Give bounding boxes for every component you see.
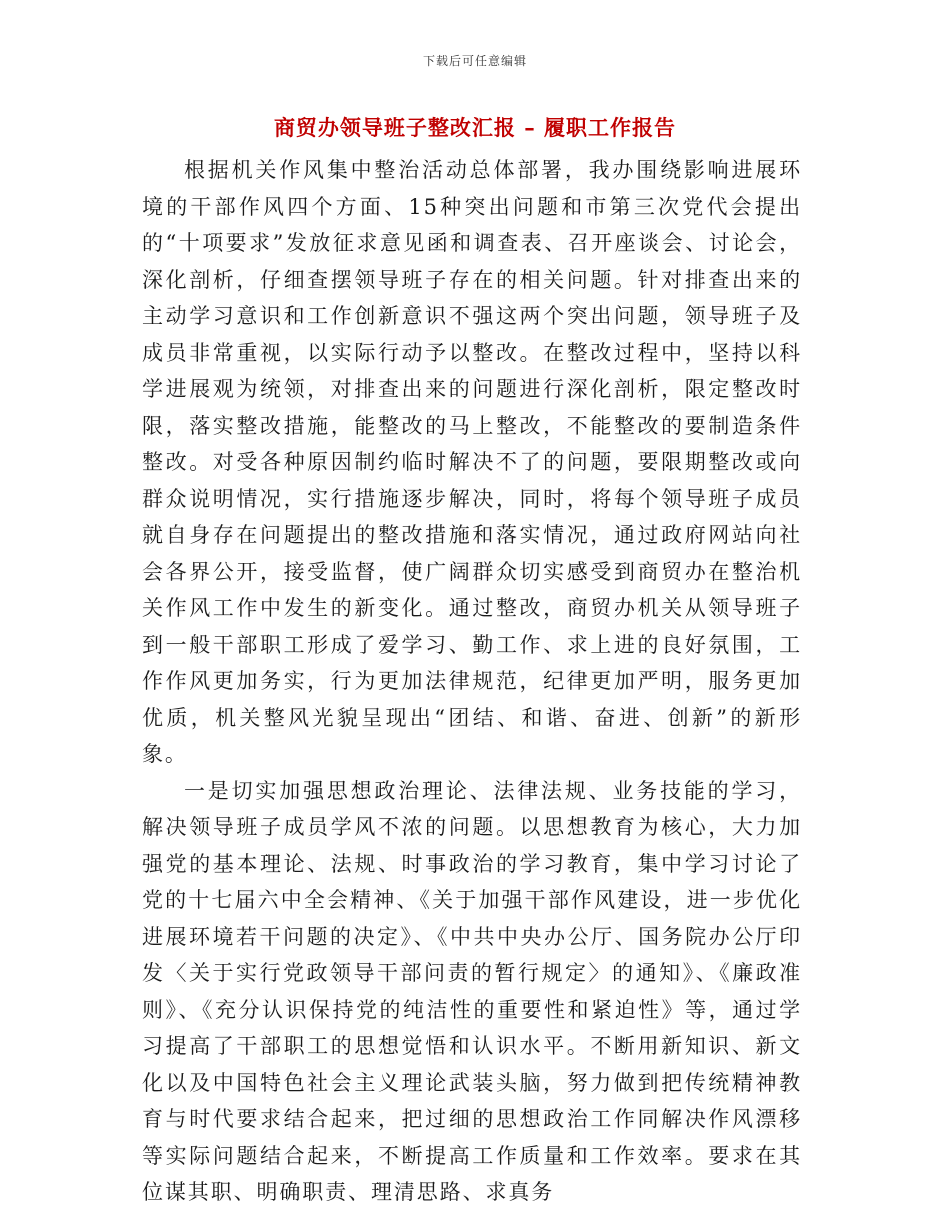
document-title: 商贸办领导班子整改汇报 – 履职工作报告 bbox=[273, 115, 677, 140]
paragraph: 根据机关作风集中整治活动总体部署，我办围绕影响进展环境的干部作风四个方面、15种突出问题和市第三次党代会提出的“十项要求”发放征求意见函和调查表、召开座谈会、讨论会，深化剖析，仔细查摆领导班子存在的相关问题。针对排查出来的主动学习意识和工作创新意识不强这两个突出问题，领导班子及成员非常重视，以实际行动予以整改。在整改过程中，坚持以科学进展观为统领，对排查出来的问题进行深化剖析，限定整改时限，落实整改措施，能整改的马上整改，不能整改的要制造条件整改。对受各种原因制约临时解决不了的问题，要限期整改或向群众说明情况，实行措施逐步解决，同时，将每个领导班子成员就自身存在问题提出的整改措施和落实情况，通过政府网站向社会各界公开，接受监督，使广阔群众切实感受到商贸办在整治机关作风工作中发生的新变化。通过整改，商贸办机关从领导班子到一般干部职工形成了爱学习、勤工作、求上进的良好氛围，工作作风更加务实，行为更加法律规范，纪律更加严明，服务更加优质，机关整风光貌呈现出“团结、和谐、奋进、创新”的新形象。 bbox=[142, 158, 802, 766]
document-body bbox=[142, 152, 802, 1211]
paragraph: 一是切实加强思想政治理论、法律法规、业务技能的学习，解决领导班子成员学风不浓的问题。以思想教育为核心，大力加强党的基本理论、法规、时事政治的学习教育，集中学习讨论了党的十七届六中全会精神、《关于加强干部作风建设，进一步优化进展环境若干问题的决定》、《中共中央办公厅、国务院办公厅印发〈关于实行党政领导干部问责的暂行规定〉的通知》、《廉政准则》、《充分认识保持党的纯洁性的重要性和紧迫性》等，通过学习提高了干部职工的思想觉悟和认识水平。不断用新知识、新文化以及中国特色社会主义理论武装头脑，努力做到把传统精神教育与时代要求结合起来，把过细的思想政治工作同解决作风漂移等实际问题结合起来，不断提高工作质量和工作效率。要求在其位谋其职、明确职责、理清思路、求真务 bbox=[142, 778, 802, 1204]
header-note: 下载后可任意编辑 bbox=[422, 54, 527, 68]
